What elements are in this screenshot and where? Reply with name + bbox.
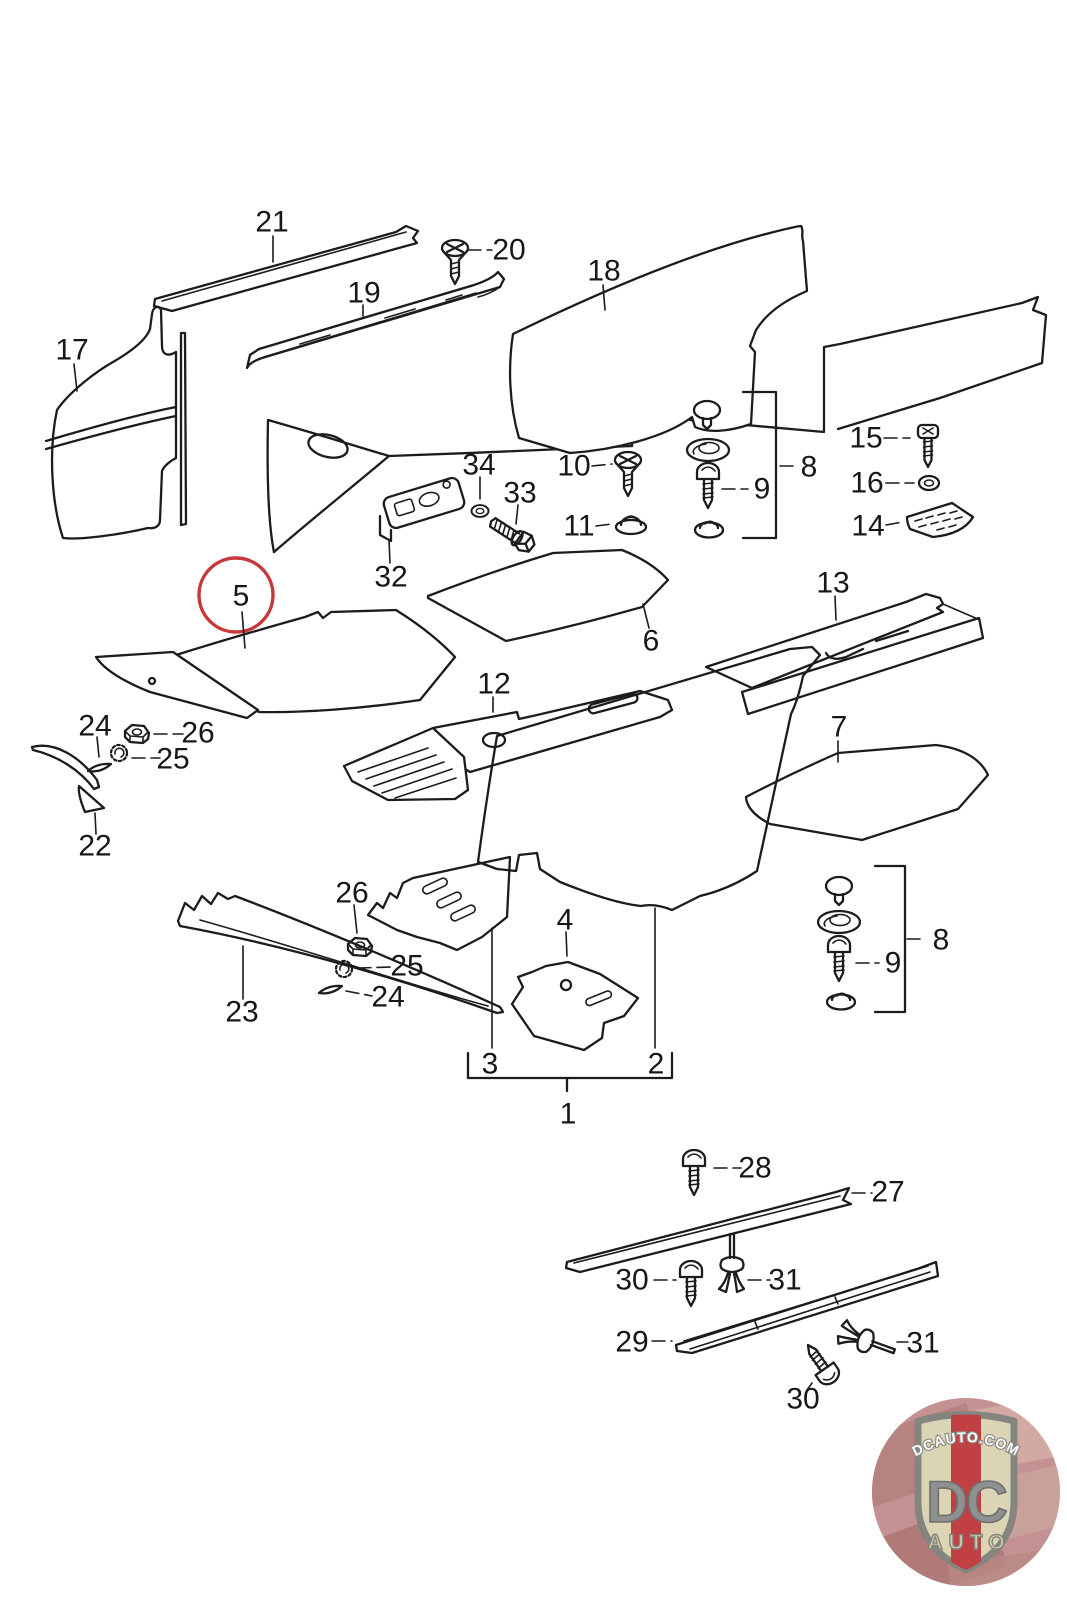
part-label-11: 11 (563, 509, 595, 543)
part-label-15: 15 (849, 421, 883, 455)
part-14-pad (907, 503, 973, 537)
part-30-screw-b (799, 1339, 843, 1388)
dcauto-watermark-logo (852, 1391, 1067, 1600)
part-label-26b: 26 (335, 876, 369, 910)
part-label-31a: 31 (768, 1263, 802, 1297)
logo-initials-text: DC (926, 1470, 1006, 1535)
part-6-mat (428, 550, 668, 641)
part-label-26a: 26 (181, 716, 215, 750)
part-label-8a: 8 (800, 450, 818, 484)
part-label-19: 19 (347, 276, 381, 310)
part-4-mat (512, 962, 638, 1050)
part-20-screw (442, 240, 468, 284)
part-18-quarter-panel (510, 226, 807, 453)
part-label-10: 10 (557, 449, 591, 483)
logo-name-text: AUTO (927, 1531, 1011, 1554)
part-34-washer (472, 505, 489, 517)
part-31-rivet (719, 1234, 744, 1292)
diagram-artwork (32, 226, 1046, 1388)
part-25-washer (111, 745, 127, 761)
part-22-piece (32, 746, 104, 812)
part-label-14: 14 (851, 509, 885, 543)
part-label-6: 6 (642, 624, 660, 658)
part-label-9b: 9 (884, 946, 902, 980)
part-26-nut (125, 725, 149, 743)
part-label-25b: 25 (390, 949, 424, 983)
part-11-nut (616, 516, 646, 534)
part-label-1: 1 (559, 1097, 577, 1131)
part-label-31b: 31 (906, 1326, 940, 1360)
part-label-20: 20 (492, 233, 526, 267)
hand-hole (306, 430, 350, 461)
part-31-rivet-b (836, 1319, 899, 1362)
part-28-screw (683, 1150, 705, 1195)
part-label-16: 16 (850, 466, 884, 500)
part-label-23: 23 (225, 995, 259, 1029)
part-33-bolt (486, 513, 537, 556)
part-30-screw (680, 1261, 702, 1306)
part-2-mat (478, 647, 820, 910)
part-label-24a: 24 (78, 709, 112, 743)
part-32-bracket (380, 476, 466, 541)
part-12-bracket (344, 691, 672, 800)
part-24-washer (88, 764, 111, 771)
part-label-24b: 24 (371, 980, 405, 1014)
part-label-18: 18 (587, 254, 621, 288)
part-label-33: 33 (503, 476, 537, 510)
part-label-5: 5 (232, 579, 250, 613)
group-1-bracket (468, 1053, 672, 1091)
part-label-7: 7 (830, 710, 848, 744)
logo-domain-text: DCAUTO.COM (909, 1428, 1023, 1460)
part-label-25a: 25 (156, 742, 190, 776)
part-24-washer-b (319, 986, 342, 993)
part-label-34: 34 (462, 448, 496, 482)
part-label-21: 21 (255, 205, 289, 239)
part-label-2: 2 (647, 1047, 665, 1081)
part-label-28: 28 (738, 1151, 772, 1185)
part-label-22: 22 (78, 829, 112, 863)
fastener-group-8b (818, 866, 905, 1012)
part-10-screw (615, 452, 641, 496)
part-label-30b: 30 (786, 1382, 820, 1416)
part-5-mat (96, 610, 455, 718)
part-label-3: 3 (481, 1047, 499, 1081)
part-label-4: 4 (556, 903, 574, 937)
part-label-13: 13 (816, 566, 850, 600)
part-label-32: 32 (374, 560, 408, 594)
part-15-screw (918, 425, 938, 467)
part-3-mat (368, 857, 510, 950)
part-label-8b: 8 (932, 923, 950, 957)
part-label-27: 27 (871, 1175, 905, 1209)
part-label-29: 29 (615, 1325, 649, 1359)
part-label-30a: 30 (615, 1263, 649, 1297)
part-label-12: 12 (477, 667, 511, 701)
callouts (55, 206, 949, 1416)
part-13-strip (706, 594, 983, 714)
part-label-17: 17 (55, 333, 89, 367)
part-29-molding (676, 1262, 938, 1353)
part-16-washer (919, 476, 939, 490)
part-label-9a: 9 (753, 472, 771, 506)
part-27-strip (566, 1188, 851, 1272)
